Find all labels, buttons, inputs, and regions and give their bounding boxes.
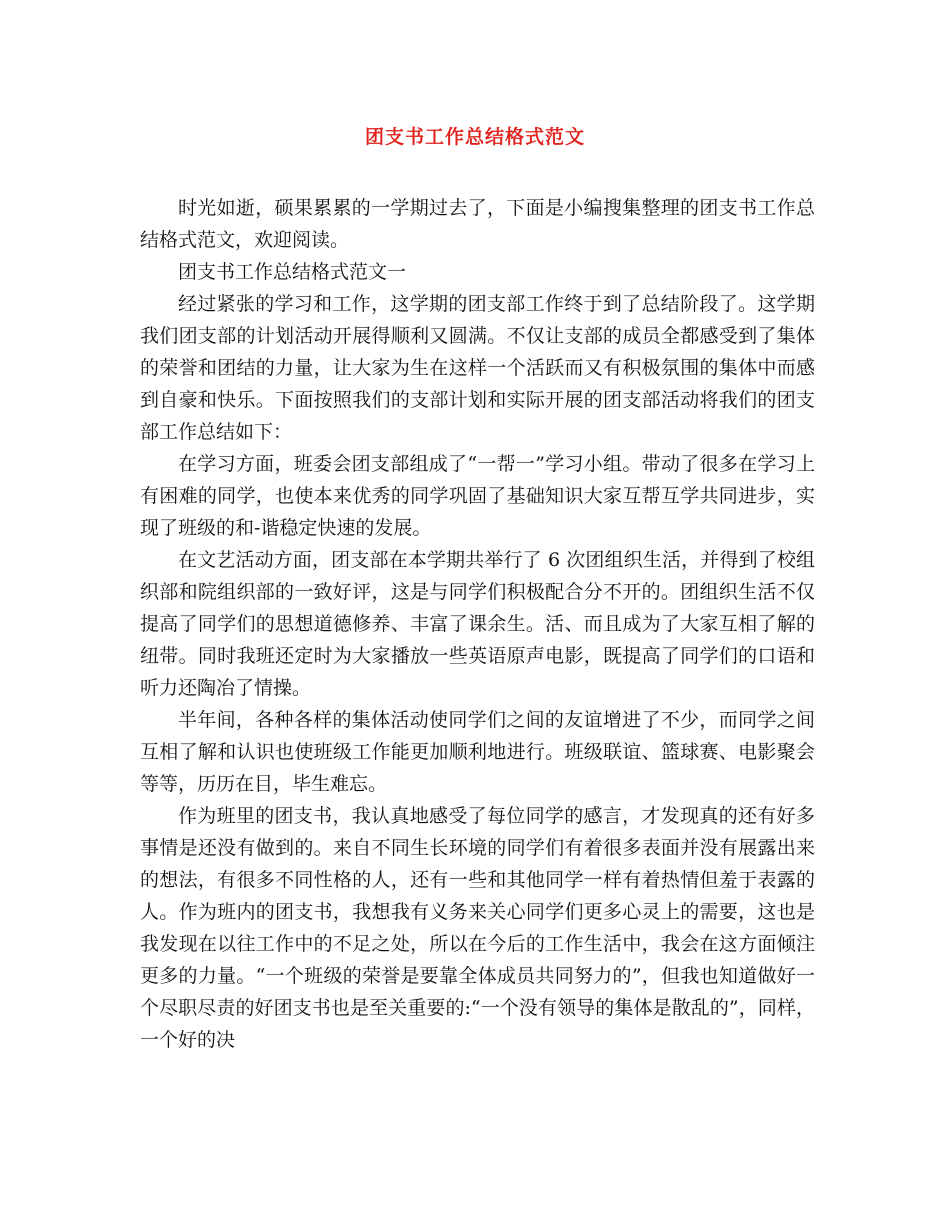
paragraph-study: 在学习方面，班委会团支部组成了“一帮一”学习小组。带动了很多在学习上有困难的同学，也使本来优秀的同学巩固了基础知识大家互帮互学共同进步，实现了班级的和-谐稳定快速的发展。 (140, 453, 815, 539)
paragraph-reflection: 作为班里的团支书，我认真地感受了每位同学的感言，才发现真的还有好多事情是还没有做到的。来自不同生长环境的同学们有着很多表面并没有展露出来的想法，有很多不同性格的人，还有一些和其他同学一样有着热情但羞于表露的人。作为班内的团支书，我想我有义务来关心同学们更多心灵上的需要，这也是我发现在以往工作中的不足之处，所以在今后的工作生活中，我会在这方面倾注更多的力量。“一个班级的荣誉是要靠全体成员共同努力的”，但我也知道做好一个尽职尽责的好团支书也是至关重要的:“一个没有领导的集体是散乱的”，同样，一个好的决 (140, 805, 815, 1051)
paragraph-subtitle: 团支书工作总结格式范文一 (178, 261, 407, 283)
document-title: 团支书工作总结格式范文 (364, 126, 585, 148)
paragraph-arts-activities: 在文艺活动方面，团支部在本学期共举行了 6 次团组织生活，并得到了校组织部和院组织部的一致好评，这是与同学们积极配合分不开的。团组织生活不仅提高了同学们的思想道德修养、丰富了课余生。活、而且成为了大家互相了解的纽带。同时我班还定时为大家播放一些英语原声电影，既提高了同学们的口语和听力还陶冶了情操。 (140, 549, 815, 699)
document-body (140, 192, 815, 1056)
paragraph-intro: 时光如逝，硕果累累的一学期过去了，下面是小编搜集整理的团支书工作总结格式范文，欢迎阅读。 (140, 197, 815, 251)
paragraph-friendship: 半年间，各种各样的集体活动使同学们之间的友谊增进了不少，而同学之间互相了解和认识也使班级工作能更加顺利地进行。班级联谊、篮球赛、电影聚会等等，历历在目，毕生难忘。 (140, 709, 815, 795)
paragraph-summary-opening: 经过紧张的学习和工作，这学期的团支部工作终于到了总结阶段了。这学期我们团支部的计划活动开展得顺利又圆满。不仅让支部的成员全都感受到了集体的荣誉和团结的力量，让大家为生在这样一个活跃而又有积极氛围的集体中而感到自豪和快乐。下面按照我们的支部计划和实际开展的团支部活动将我们的团支部工作总结如下： (140, 293, 815, 443)
